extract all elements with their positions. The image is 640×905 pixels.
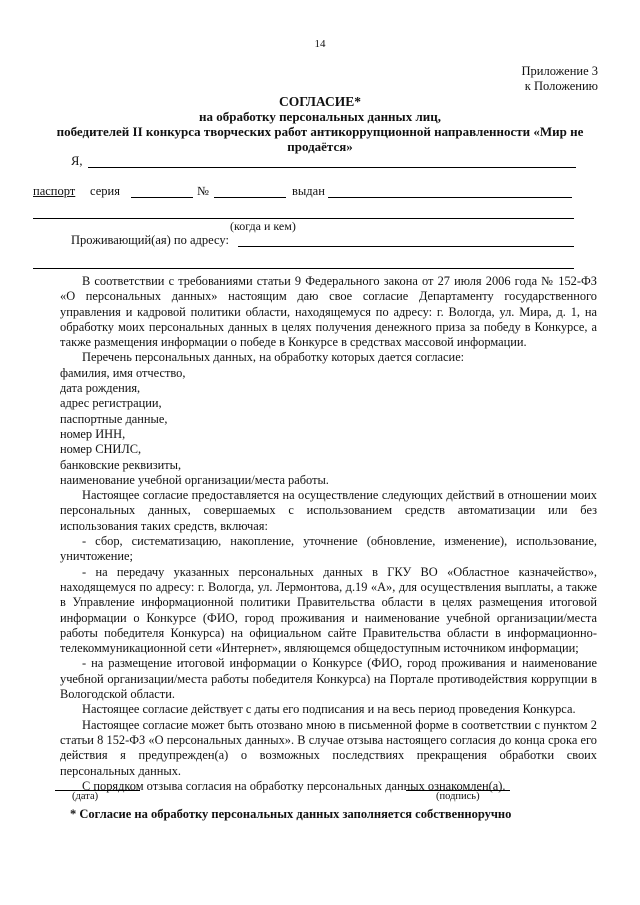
list-item: адрес регистрации, — [60, 396, 162, 411]
paragraph-actions-intro: Настоящее согласие предоставляется на осуществление следующих действий в отношении моих персональных данных, совершаемых с использованием средств автоматизации или без использования таких средств, включая: — [60, 488, 597, 533]
series-label: серия — [90, 184, 120, 198]
paragraph-action-transfer: - на передачу указанных персональных данных в ГКУ ВО «Областное казначейство», находящемуся по адресу: г. Вологда, ул. Лермонтова, д.19 «А», для осуществления выплаты, а также в Управление информационной политики Правительства области в целях размещения итоговой информации о Конкурсе (ФИО, город проживания и наименование учебной организации/места работы победителя Конкурса) на официальном сайте Правительства области в информационно-телекоммуникационной сети «Интернет», являющемся общедоступным источником информации; — [60, 564, 597, 656]
series-field[interactable] — [131, 197, 193, 198]
signature-caption: (подпись) — [436, 791, 480, 802]
list-item: номер ИНН, — [60, 426, 126, 441]
issued-field-continued[interactable] — [33, 218, 574, 219]
paragraph-data-list-intro: Перечень персональных данных, на обработку которых дается согласие: — [82, 350, 465, 365]
appendix-line-1: Приложение 3 — [521, 64, 598, 78]
issued-caption: (когда и кем) — [230, 219, 296, 233]
list-item: дата рождения, — [60, 381, 141, 396]
list-item: банковские реквизиты, — [60, 457, 182, 472]
number-label: № — [197, 184, 209, 198]
consent-body — [60, 274, 597, 794]
document-title — [0, 94, 640, 154]
list-item: фамилия, имя отчество, — [60, 365, 186, 380]
title-line-2: на обработку персональных данных лиц, — [199, 109, 441, 124]
appendix-note — [522, 64, 598, 94]
address-label: Проживающий(ая) по адресу: — [71, 233, 229, 247]
address-field-continued[interactable] — [33, 268, 574, 269]
paragraph-action-collect: - сбор, систематизацию, накопление, уточнение (обновление, изменение), использование, уничтожение; — [60, 534, 597, 564]
issued-label: выдан — [292, 184, 325, 198]
appendix-line-2: к Положению — [524, 79, 598, 93]
passport-label: паспорт — [33, 184, 76, 198]
paragraph-action-publish: - на размещение итоговой информации о Конкурсе (ФИО, город проживания и наименование учебной организации/места работы победителя Конкурса) на Портале противодействия коррупции в Вологодской области. — [60, 656, 597, 702]
paragraph-validity: Настоящее согласие действует с даты его подписания и на весь период проведения Конкурса. — [82, 702, 576, 717]
list-item: наименование учебной организации/места работы. — [60, 472, 329, 487]
name-label: Я, — [71, 154, 83, 168]
name-field[interactable] — [88, 167, 576, 168]
footnote: * Согласие на обработку персональных данных заполняется собственноручно — [70, 807, 512, 821]
page-number: 14 — [314, 38, 326, 50]
title-line-3: победителей II конкурса творческих работ антикоррупционной направленности «Мир не продаётся» — [56, 124, 584, 154]
address-field[interactable] — [238, 246, 574, 247]
issued-field[interactable] — [328, 197, 572, 198]
number-field[interactable] — [214, 197, 286, 198]
date-caption: (дата) — [72, 791, 99, 802]
title-line-1: СОГЛАСИЕ* — [279, 94, 361, 109]
list-item: паспортные данные, — [60, 411, 168, 426]
paragraph-acknowledgement: С порядком отзыва согласия на обработку персональных данных ознакомлен(а). — [82, 778, 506, 793]
paragraph-revocation: Настоящее согласие может быть отозвано мною в письменной форме в соответствии с пунктом 2 статьи 8 152-ФЗ «О персональных данных». В случае отзыва настоящего согласия до конца срока его действия я предупрежден(а) о возможных последствиях прекращения обработки своих персональных данных. — [60, 717, 597, 778]
list-item: номер СНИЛС, — [60, 442, 142, 457]
paragraph-legal-basis: В соответствии с требованиями статьи 9 Федерального закона от 27 июля 2006 года № 152-ФЗ «О персональных данных» настоящим даю свое согласие Департаменту государственного управления и кадровой политики области, находящемуся по адресу: г. Вологда, ул. Мира, д. 1, на обработку моих персональных данных в целях получения денежного приза за победу в Конкурсе, а также размещения информации о победе в Конкурсе в средствах массовой информации. — [60, 274, 597, 350]
